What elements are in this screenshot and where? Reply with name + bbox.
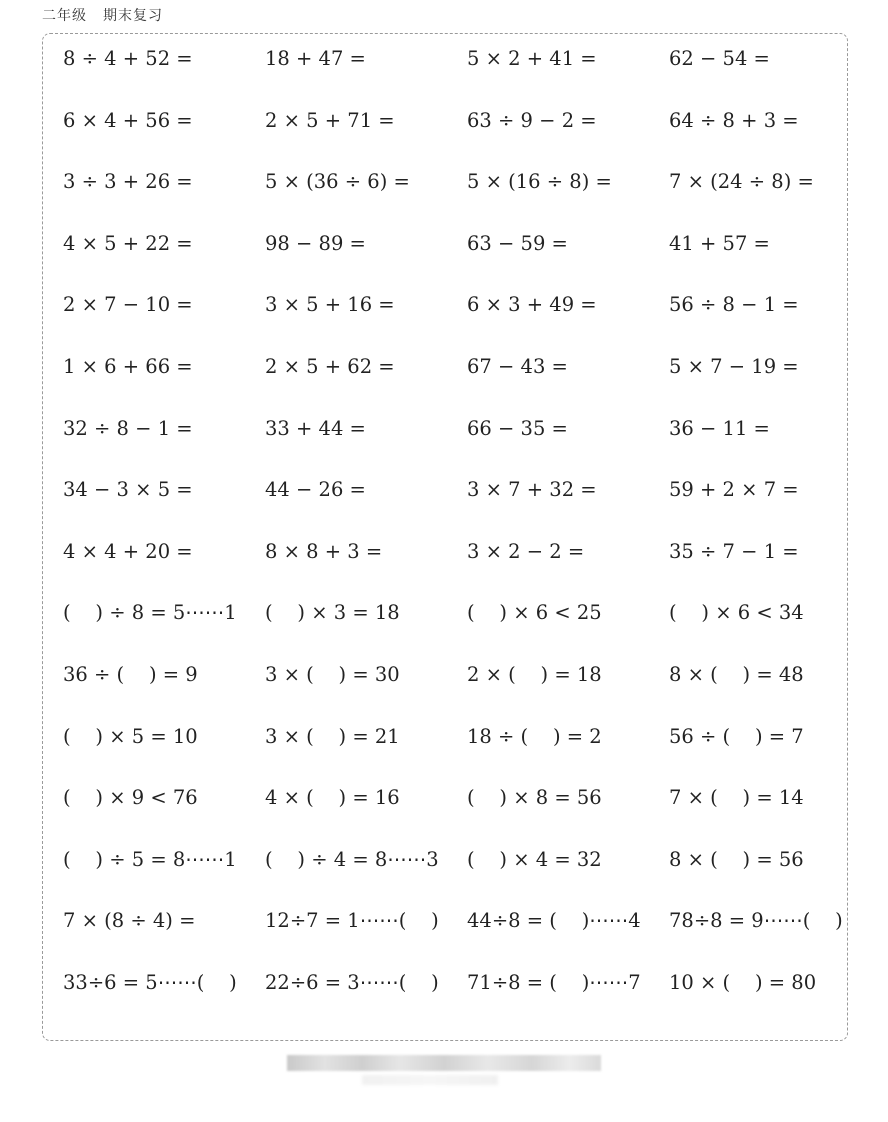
math-problem: 5 × (16 ÷ 8) =	[467, 170, 612, 194]
problem-row	[63, 657, 853, 719]
math-problem: 3 × 7 + 32 =	[467, 478, 597, 502]
math-problem: 7 × (24 ÷ 8) =	[669, 170, 814, 194]
fill-blank-problem: 36 ÷ ( ) = 9	[63, 662, 198, 686]
math-problem: 2 × 5 + 62 =	[265, 354, 395, 378]
fill-blank-problem: 56 ÷ ( ) = 7	[669, 724, 804, 748]
fill-blank-problem: ( ) ÷ 4 = 8⋯⋯3	[265, 847, 439, 871]
fill-blank-problem: 78÷8 = 9⋯⋯( )	[669, 909, 843, 933]
math-problem: 3 × 5 + 16 =	[265, 293, 395, 317]
problem-row	[63, 780, 853, 842]
math-problem: 36 − 11 =	[669, 416, 770, 440]
fill-blank-problem: 10 × ( ) = 80	[669, 970, 817, 994]
math-problem: 64 ÷ 8 + 3 =	[669, 108, 799, 132]
fill-blank-problem: 33÷6 = 5⋯⋯( )	[63, 970, 237, 994]
math-problem: 66 − 35 =	[467, 416, 568, 440]
problem-row	[63, 103, 853, 165]
math-problem: 3 × 2 − 2 =	[467, 539, 585, 563]
fill-blank-problem: 8 × ( ) = 56	[669, 847, 804, 871]
math-problem: 59 + 2 × 7 =	[669, 478, 799, 502]
problem-row	[63, 287, 853, 349]
fill-blank-problem: ( ) × 3 = 18	[265, 601, 400, 625]
math-problem: 5 × 2 + 41 =	[467, 47, 597, 70]
fill-blank-problem: 7 × ( ) = 14	[669, 786, 804, 810]
problem-row	[63, 842, 853, 904]
problem-row	[63, 411, 853, 473]
fill-blank-problem: 4 × ( ) = 16	[265, 786, 400, 810]
math-problem: 8 ÷ 4 + 52 =	[63, 47, 193, 70]
fill-blank-problem: 8 × ( ) = 48	[669, 662, 804, 686]
fill-blank-problem: ( ) × 8 = 56	[467, 786, 602, 810]
blurred-footer-watermark	[287, 1055, 601, 1071]
math-problem: 7 × (8 ÷ 4) =	[63, 909, 196, 933]
problem-row	[63, 164, 853, 226]
math-problem: 67 − 43 =	[467, 354, 568, 378]
math-problem: 35 ÷ 7 − 1 =	[669, 539, 799, 563]
math-problem: 2 × 5 + 71 =	[265, 108, 395, 132]
problem-row	[63, 965, 853, 1027]
math-problem: 3 ÷ 3 + 26 =	[63, 170, 193, 194]
problem-row	[63, 472, 853, 534]
math-problem: 63 ÷ 9 − 2 =	[467, 108, 597, 132]
math-problem: 41 + 57 =	[669, 231, 770, 255]
fill-blank-problem: 22÷6 = 3⋯⋯( )	[265, 970, 439, 994]
math-problem: 6 × 4 + 56 =	[63, 108, 193, 132]
math-problem: 4 × 5 + 22 =	[63, 231, 193, 255]
math-problem: 63 − 59 =	[467, 231, 568, 255]
math-problem: 44 − 26 =	[265, 478, 366, 502]
fill-blank-problem: 18 ÷ ( ) = 2	[467, 724, 602, 748]
fill-blank-problem: 3 × ( ) = 21	[265, 724, 400, 748]
fill-blank-problem: 71÷8 = ( )⋯⋯7	[467, 970, 641, 994]
math-problem: 33 + 44 =	[265, 416, 366, 440]
math-problem: 6 × 3 + 49 =	[467, 293, 597, 317]
math-problem: 18 + 47 =	[265, 47, 366, 70]
math-problem: 98 − 89 =	[265, 231, 366, 255]
math-problem: 2 × 7 − 10 =	[63, 293, 193, 317]
fill-blank-problem: ( ) × 5 = 10	[63, 724, 198, 748]
fill-blank-problem: 44÷8 = ( )⋯⋯4	[467, 909, 641, 933]
math-problem: 5 × (36 ÷ 6) =	[265, 170, 410, 194]
problem-row	[63, 226, 853, 288]
fill-blank-problem: ( ) × 6 < 25	[467, 601, 602, 625]
fill-blank-problem: 3 × ( ) = 30	[265, 662, 400, 686]
fill-blank-problem: ( ) × 6 < 34	[669, 601, 804, 625]
problem-grid	[63, 41, 853, 1027]
problem-row	[63, 595, 853, 657]
worksheet-title: 期末复习	[103, 8, 163, 24]
fill-blank-problem: 2 × ( ) = 18	[467, 662, 602, 686]
blurred-footer-shadow	[362, 1075, 498, 1085]
fill-blank-problem: 12÷7 = 1⋯⋯( )	[265, 909, 439, 933]
problem-row	[63, 903, 853, 965]
math-problem: 56 ÷ 8 − 1 =	[669, 293, 799, 317]
grade-label: 二年级	[42, 8, 87, 24]
problem-row	[63, 349, 853, 411]
problem-row	[63, 534, 853, 596]
math-problem: 1 × 6 + 66 =	[63, 354, 193, 378]
math-problem: 5 × 7 − 19 =	[669, 354, 799, 378]
math-problem: 32 ÷ 8 − 1 =	[63, 416, 193, 440]
math-problem: 4 × 4 + 20 =	[63, 539, 193, 563]
problem-row	[63, 719, 853, 781]
math-problem: 8 × 8 + 3 =	[265, 539, 383, 563]
fill-blank-problem: ( ) × 9 < 76	[63, 786, 198, 810]
fill-blank-problem: ( ) ÷ 8 = 5⋯⋯1	[63, 601, 237, 625]
math-problem: 62 − 54 =	[669, 47, 770, 70]
fill-blank-problem: ( ) × 4 = 32	[467, 847, 602, 871]
worksheet-header	[42, 5, 163, 25]
fill-blank-problem: ( ) ÷ 5 = 8⋯⋯1	[63, 847, 237, 871]
math-problem: 34 − 3 × 5 =	[63, 478, 193, 502]
problem-row	[63, 41, 853, 103]
